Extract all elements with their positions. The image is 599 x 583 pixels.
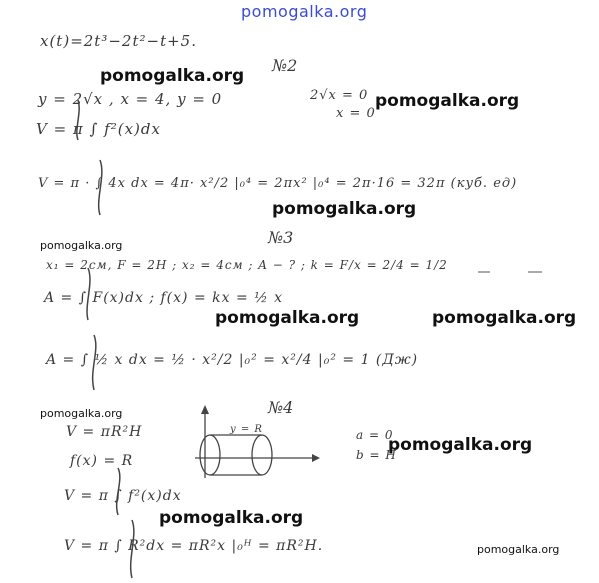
equation-line: V = π · ∫ 4x dx = 4π· x²/2 |₀⁴ = 2πx² |₀⁴ = 2π·16 = 32π (куб. ед) [38, 176, 518, 191]
watermark: pomogalka.org [40, 407, 123, 420]
watermark: pomogalka.org [40, 239, 123, 252]
side-equation: 2√x = 0 [310, 88, 369, 103]
task-number: №2 [272, 56, 298, 75]
equation-line: y = 2√x , x = 4, y = 0 [38, 90, 223, 108]
equation-line: V = π ∫ f²(x)dx [36, 120, 161, 138]
figure-label: b = H [356, 448, 397, 462]
watermark: pomogalka.org [159, 508, 304, 528]
equation-line: x(t)=2t³−2t²−t+5. [40, 32, 197, 50]
watermark: pomogalka.org [477, 543, 560, 556]
equation-line: V = π ∫ f²(x)dx [64, 488, 182, 504]
cylinder-figure [195, 405, 320, 478]
watermark: pomogalka.org [100, 66, 245, 86]
watermark: pomogalka.org [432, 308, 577, 328]
task-number: №3 [268, 228, 294, 247]
equation-line: x₁ = 2см, F = 2Н ; x₂ = 4см ; A − ? ; k = F/x = 2/4 = 1/2 [46, 258, 448, 272]
figure-label: y = R [230, 424, 263, 435]
watermark: pomogalka.org [375, 91, 520, 111]
equation-line: V = πR²H [66, 424, 143, 440]
watermark: pomogalka.org [388, 435, 533, 455]
watermark: pomogalka.org [215, 308, 360, 328]
equation-line: V = π ∫ R²dx = πR²x |₀ᴴ = πR²H. [64, 538, 324, 554]
figure-label: a = 0 [356, 428, 394, 442]
task-number: №4 [268, 398, 294, 417]
equation-line: f(x) = R [70, 453, 134, 469]
side-equation: x = 0 [336, 106, 376, 121]
equation-line: A = ∫ F(x)dx ; f(x) = kx = ½ x [44, 290, 284, 306]
watermark-top: pomogalka.org [241, 2, 368, 21]
equation-line: A = ∫ ½ x dx = ½ · x²/2 |₀² = x²/4 |₀² = 1 (Дж) [46, 352, 419, 368]
watermark: pomogalka.org [272, 199, 417, 219]
